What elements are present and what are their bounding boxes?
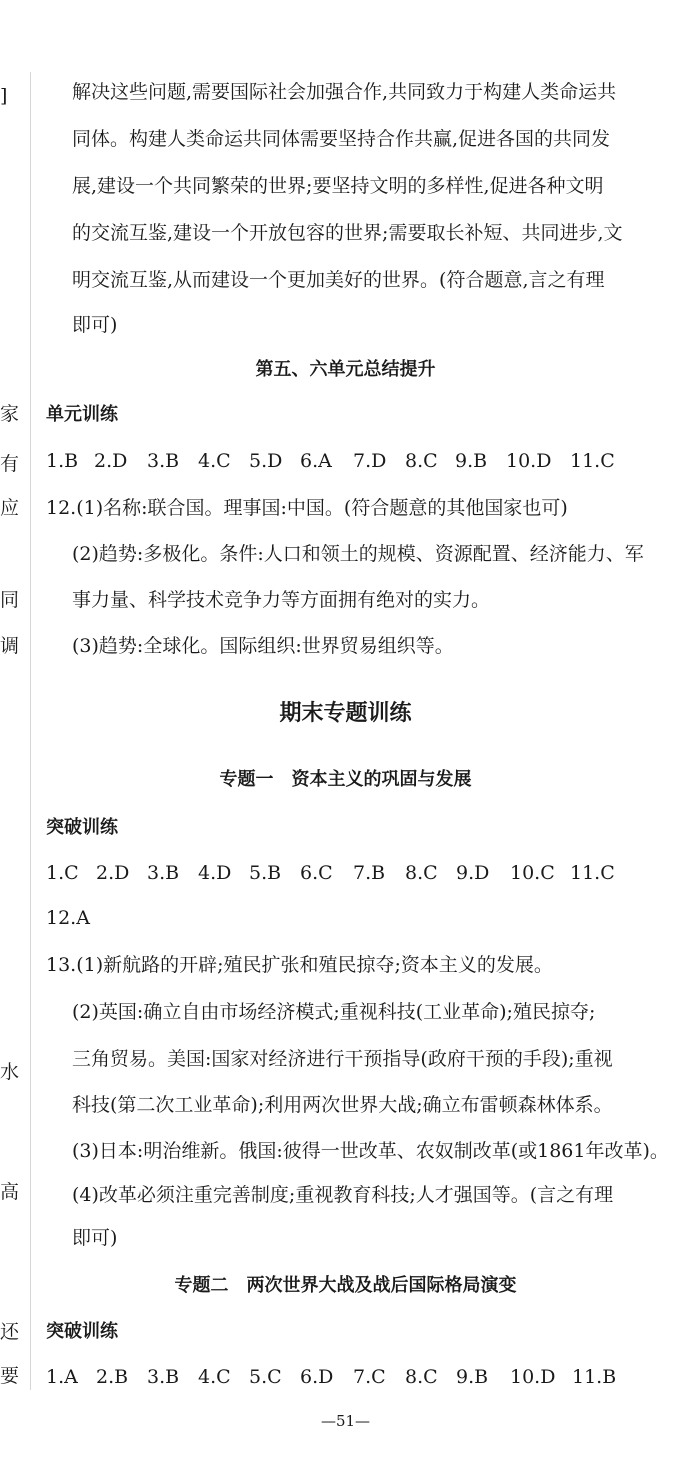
answer-item: 6.D: [300, 1366, 334, 1388]
answer-item: 5.D: [249, 450, 283, 472]
paragraph-line: 解决这些问题,需要国际社会加强合作,共同致力于构建人类命运共: [72, 81, 617, 103]
answer-item: 3.B: [147, 450, 180, 472]
edge-char: 还: [0, 1321, 20, 1343]
answer-item: 4.C: [198, 1366, 231, 1388]
answer-item: 10.D: [506, 450, 552, 472]
answer-item: 11.C: [570, 450, 615, 472]
edge-char: 同: [0, 589, 20, 611]
answer-line: 12.A: [46, 907, 90, 929]
answer-item: 8.C: [405, 450, 438, 472]
answer-item: 4.D: [198, 862, 232, 884]
answer-item: 7.B: [353, 862, 386, 884]
section-subtitle: 单元训练: [46, 404, 118, 425]
chapter-title: 期末专题训练: [279, 701, 412, 726]
answer-item: 6.A: [300, 450, 332, 472]
answer-item: 2.B: [96, 1366, 129, 1388]
edge-char: 高: [0, 1181, 20, 1203]
question-line: (2)英国:确立自由市场经济模式;重视科技(工业革命);殖民掠夺;: [72, 1001, 596, 1023]
paragraph-line: 展,建设一个共同繁荣的世界;要坚持文明的多样性,促进各种文明: [72, 175, 604, 197]
paragraph-line: 同体。构建人类命运共同体需要坚持合作共赢,促进各国的共同发: [72, 128, 611, 150]
edge-char: ]: [0, 85, 8, 107]
edge-char: 要: [0, 1365, 20, 1387]
answer-item: 10.D: [510, 1366, 556, 1388]
edge-char: 调: [0, 635, 20, 657]
paragraph-line: 即可): [72, 314, 118, 336]
paragraph-line: 的交流互鉴,建设一个开放包容的世界;需要取长补短、共同进步,文: [72, 222, 623, 244]
answer-item: 1.B: [46, 450, 79, 472]
answer-item: 10.C: [510, 862, 555, 884]
question-line: 即可): [72, 1227, 118, 1249]
edge-char: 水: [0, 1061, 20, 1083]
answer-item: 6.C: [300, 862, 333, 884]
edge-char: 家: [0, 403, 20, 425]
question-line: 事力量、科学技术竞争力等方面拥有绝对的实力。: [72, 589, 491, 611]
section-title: 第五、六单元总结提升: [255, 359, 436, 380]
answer-item: 3.B: [147, 1366, 180, 1388]
answer-item: 7.C: [353, 1366, 386, 1388]
answer-item: 2.D: [94, 450, 128, 472]
answer-item: 1.C: [46, 862, 79, 884]
question-line: 12.(1)名称:联合国。理事国:中国。(符合题意的其他国家也可): [46, 497, 568, 519]
answer-item: 9.B: [455, 450, 488, 472]
question-line: 三角贸易。美国:国家对经济进行干预指导(政府干预的手段);重视: [72, 1048, 613, 1070]
section-subtitle: 突破训练: [46, 817, 118, 838]
question-line: (4)改革必须注重完善制度;重视教育科技;人才强国等。(言之有理: [72, 1184, 614, 1206]
edge-char: 应: [0, 497, 20, 519]
answer-item: 5.C: [249, 1366, 282, 1388]
question-line: 13.(1)新航路的开辟;殖民扩张和殖民掠夺;资本主义的发展。: [46, 954, 553, 976]
answer-item: 11.C: [570, 862, 615, 884]
answer-item: 2.D: [96, 862, 130, 884]
answer-item: 8.C: [405, 862, 438, 884]
page-number: —51—: [320, 1412, 371, 1430]
topic-title: 专题二 两次世界大战及战后国际格局演变: [174, 1275, 517, 1296]
paragraph-line: 明交流互鉴,从而建设一个更加美好的世界。(符合题意,言之有理: [72, 269, 605, 291]
answer-item: 5.B: [249, 862, 282, 884]
answer-item: 3.B: [147, 862, 180, 884]
answer-item: 4.C: [198, 450, 231, 472]
answer-item: 1.A: [46, 1366, 78, 1388]
answer-item: 9.D: [456, 862, 490, 884]
edge-char: 有: [0, 453, 20, 475]
question-line: (3)趋势:全球化。国际组织:世界贸易组织等。: [72, 635, 454, 657]
question-line: 科技(第二次工业革命);利用两次世界大战;确立布雷顿森林体系。: [72, 1094, 613, 1116]
section-subtitle: 突破训练: [46, 1321, 118, 1342]
topic-title: 专题一 资本主义的巩固与发展: [219, 769, 472, 790]
question-line: (3)日本:明治维新。俄国:彼得一世改革、农奴制改革(或1861年改革)。: [72, 1140, 669, 1162]
column-divider: [30, 72, 31, 1390]
answer-item: 11.B: [572, 1366, 617, 1388]
answer-item: 9.B: [456, 1366, 489, 1388]
answer-item: 8.C: [405, 1366, 438, 1388]
question-line: (2)趋势:多极化。条件:人口和领土的规模、资源配置、经济能力、军: [72, 543, 644, 565]
answer-item: 7.D: [353, 450, 387, 472]
